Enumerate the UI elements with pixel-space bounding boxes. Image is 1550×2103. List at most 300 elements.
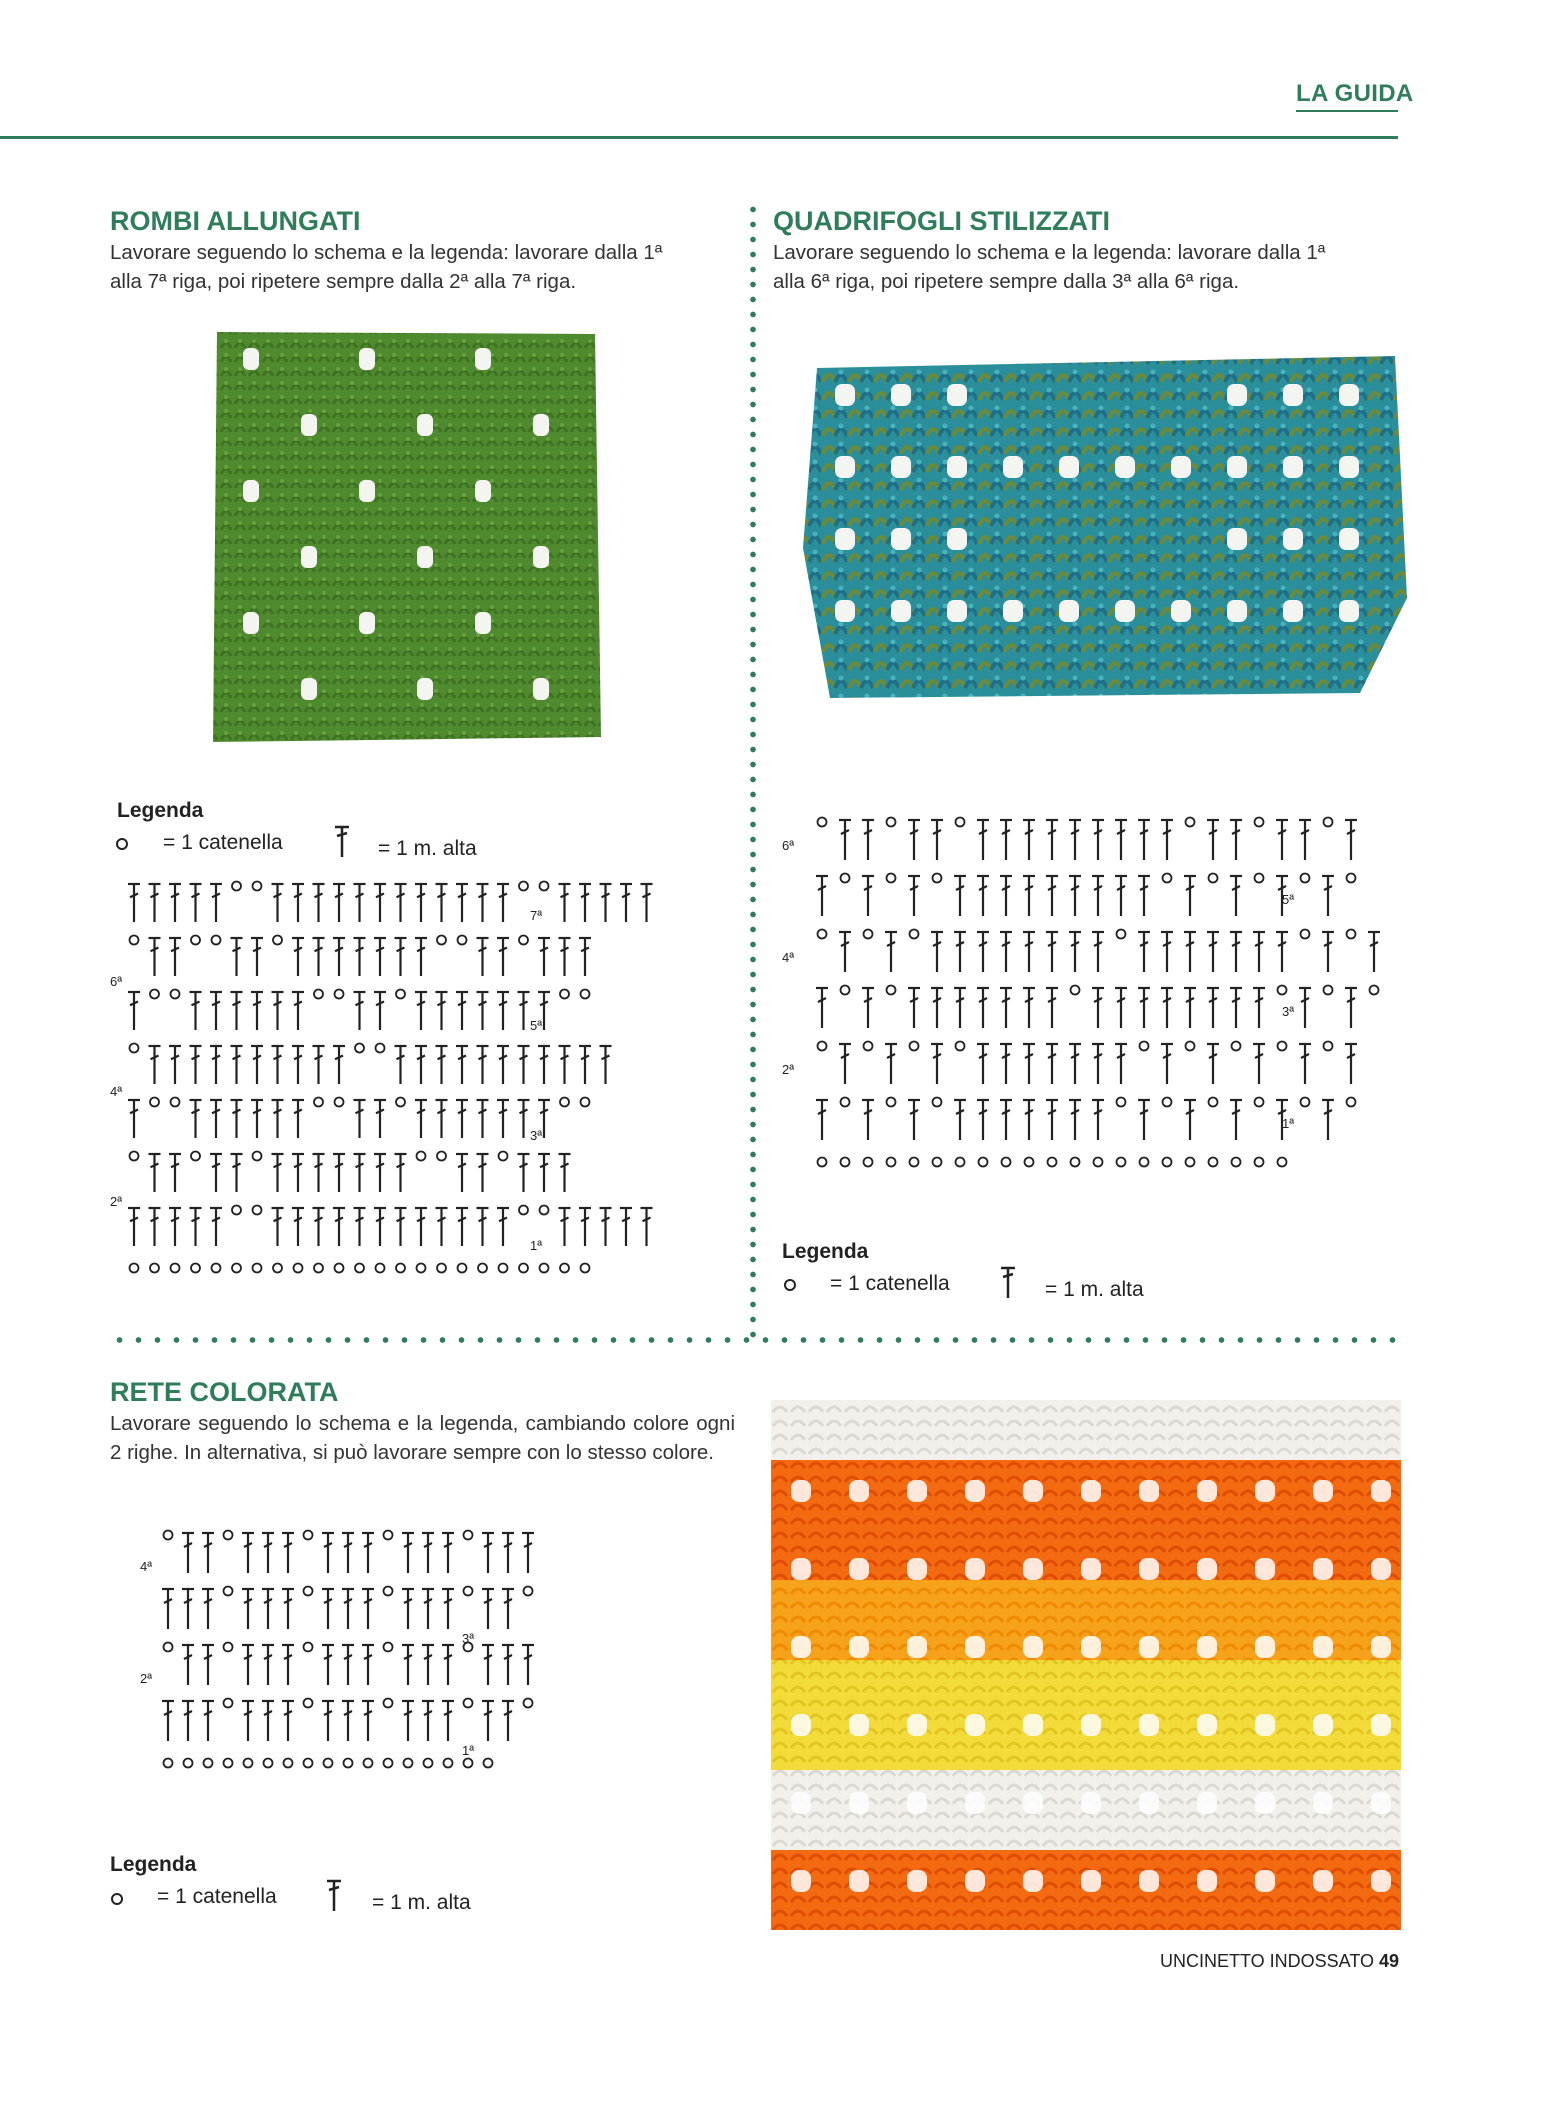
chain-symbol-icon [464, 1699, 473, 1708]
chain-symbol-icon [519, 882, 528, 891]
chain-symbol-icon [164, 1531, 173, 1540]
chain-symbol-icon [384, 1643, 393, 1652]
double-crochet-symbol-icon [1069, 1044, 1081, 1084]
chain-symbol-icon [1278, 1042, 1287, 1051]
chain-symbol-icon [224, 1699, 233, 1708]
double-crochet-symbol-icon [272, 1154, 284, 1192]
row-label: 6ª [110, 974, 123, 989]
double-crochet-symbol-icon [522, 1533, 534, 1573]
double-crochet-symbol-icon [190, 992, 202, 1030]
double-crochet-symbol-icon [522, 1645, 534, 1685]
double-crochet-symbol-icon [149, 884, 161, 922]
double-crochet-symbol-icon [538, 1046, 550, 1084]
chain-symbol-icon [458, 936, 467, 945]
double-crochet-symbol-icon [415, 884, 427, 922]
rombi-swatch-photo [205, 322, 605, 750]
quadrifogli-desc-line-1: Lavorare seguendo lo schema e la legenda: lavorare dalla 1ª [773, 241, 1326, 264]
double-crochet-symbol-icon [908, 820, 920, 860]
double-crochet-symbol-icon [149, 1208, 161, 1246]
double-crochet-symbol-icon [1092, 876, 1104, 916]
double-crochet-symbol-icon [477, 992, 489, 1030]
row-label: 2ª [140, 1671, 153, 1686]
double-crochet-symbol-icon [579, 1046, 591, 1084]
chain-symbol-icon [910, 1158, 919, 1167]
double-crochet-symbol-icon [977, 876, 989, 916]
chain-symbol-icon [384, 1759, 393, 1768]
rombi-title: ROMBI ALLUNGATI [110, 206, 361, 236]
chain-symbol-icon [1048, 1158, 1057, 1167]
chain-symbol-icon [581, 990, 590, 999]
chain-symbol-icon [212, 1264, 221, 1273]
double-crochet-symbol-icon [600, 884, 612, 922]
double-crochet-symbol-icon [262, 1533, 274, 1573]
double-crochet-symbol-icon [231, 1154, 243, 1192]
double-crochet-symbol-icon [242, 1589, 254, 1629]
double-crochet-symbol-icon [600, 1046, 612, 1084]
double-crochet-symbol-icon [374, 1208, 386, 1246]
double-crochet-symbol-icon [1138, 932, 1150, 972]
chain-symbol-icon [191, 1152, 200, 1161]
chain-symbol-icon [499, 1264, 508, 1273]
chain-symbol-icon [1278, 1158, 1287, 1167]
double-crochet-symbol-icon [456, 884, 468, 922]
quadrifogli-legend-dc-label: = 1 m. alta [1045, 1278, 1144, 1301]
chain-symbol-icon [1117, 930, 1126, 939]
chain-symbol-icon [841, 874, 850, 883]
double-crochet-symbol-icon [436, 1046, 448, 1084]
header-rule [0, 136, 1398, 139]
double-crochet-symbol-icon [977, 1100, 989, 1140]
chain-symbol-icon [1071, 1158, 1080, 1167]
double-crochet-symbol-icon [1046, 932, 1058, 972]
chain-symbol-icon [458, 1264, 467, 1273]
chain-symbol-icon [933, 874, 942, 883]
chain-symbol-icon [540, 1264, 549, 1273]
double-crochet-symbol-icon [190, 1046, 202, 1084]
double-crochet-symbol-icon [262, 1645, 274, 1685]
rete-swatch-svg [771, 1400, 1401, 1930]
double-crochet-symbol-icon [162, 1589, 174, 1629]
double-crochet-symbol-icon [1069, 820, 1081, 860]
double-crochet-symbol-icon [395, 1154, 407, 1192]
double-crochet-symbol-icon [1322, 932, 1334, 972]
double-crochet-symbol-icon [374, 1154, 386, 1192]
page-number: 49 [1379, 1951, 1400, 1971]
double-crochet-symbol-icon [1000, 988, 1012, 1028]
chain-symbol-icon [191, 936, 200, 945]
chain-symbol-icon [150, 1098, 159, 1107]
chain-symbol-icon [424, 1759, 433, 1768]
chain-symbol-icon [335, 1098, 344, 1107]
double-crochet-symbol-icon [190, 1100, 202, 1138]
double-crochet-symbol-icon [362, 1701, 374, 1741]
double-crochet-symbol-icon [538, 938, 550, 976]
double-crochet-symbol-icon [456, 1100, 468, 1138]
chain-symbol-icon [384, 1699, 393, 1708]
chain-symbol-icon [304, 1699, 313, 1708]
rete-legend-chain-icon [110, 1891, 126, 1912]
double-crochet-symbol-icon [579, 1208, 591, 1246]
double-crochet-symbol-icon [182, 1645, 194, 1685]
chain-symbol-icon [224, 1759, 233, 1768]
rombi-legend-dc-icon [332, 824, 352, 865]
double-crochet-symbol-icon [422, 1701, 434, 1741]
double-crochet-symbol-icon [251, 1100, 263, 1138]
double-crochet-symbol-icon [1161, 988, 1173, 1028]
chain-symbol-icon [1301, 930, 1310, 939]
chain-symbol-icon [540, 882, 549, 891]
double-crochet-symbol-icon [482, 1533, 494, 1573]
double-crochet-symbol-icon [908, 876, 920, 916]
chain-symbol-icon [304, 1643, 313, 1652]
rombi-swatch-svg [205, 322, 605, 750]
chain-symbol-icon [979, 1158, 988, 1167]
chain-symbol-icon [396, 1264, 405, 1273]
chain-symbol-icon [910, 930, 919, 939]
quadrifogli-legend-title: Legenda [782, 1240, 869, 1263]
chain-symbol-icon [818, 1042, 827, 1051]
double-crochet-symbol-icon [292, 992, 304, 1030]
double-crochet-symbol-icon [292, 938, 304, 976]
chain-symbol-icon [524, 1699, 533, 1708]
chain-symbol-icon [171, 1098, 180, 1107]
double-crochet-symbol-icon [502, 1589, 514, 1629]
rombi-desc-line-1: Lavorare seguendo lo schema e la legenda: lavorare dalla 1ª [110, 241, 663, 264]
double-crochet-symbol-icon [374, 938, 386, 976]
row-label: 1ª [530, 1238, 543, 1253]
double-crochet-symbol-icon [559, 938, 571, 976]
chain-symbol-icon [887, 818, 896, 827]
page-footer [1160, 1951, 1399, 1972]
quadrifogli-legend-chain-icon [783, 1277, 799, 1298]
chain-symbol-icon [887, 986, 896, 995]
double-crochet-symbol-icon [1138, 988, 1150, 1028]
chain-symbol-icon [841, 1098, 850, 1107]
double-crochet-symbol-icon [231, 1100, 243, 1138]
double-crochet-symbol-icon [641, 884, 653, 922]
double-crochet-symbol-icon [620, 884, 632, 922]
double-crochet-symbol-icon [456, 1154, 468, 1192]
double-crochet-symbol-icon [977, 988, 989, 1028]
chain-symbol-icon [284, 1759, 293, 1768]
double-crochet-symbol-icon [518, 1100, 530, 1138]
double-crochet-symbol-icon [190, 1208, 202, 1246]
double-crochet-symbol-icon [415, 1100, 427, 1138]
double-crochet-symbol-icon [1230, 876, 1242, 916]
chain-symbol-icon [130, 1152, 139, 1161]
double-crochet-symbol-icon [862, 988, 874, 1028]
double-crochet-symbol-icon [282, 1589, 294, 1629]
double-crochet-symbol-icon [313, 1208, 325, 1246]
chain-symbol-icon [171, 1264, 180, 1273]
double-crochet-symbol-icon [1023, 876, 1035, 916]
double-crochet-symbol-icon [1184, 876, 1196, 916]
chain-symbol-icon [304, 1587, 313, 1596]
double-crochet-symbol-icon [1138, 876, 1150, 916]
double-crochet-symbol-icon [272, 992, 284, 1030]
double-crochet-symbol-icon [272, 1100, 284, 1138]
chain-symbol-icon [191, 1264, 200, 1273]
double-crochet-symbol-icon [1046, 988, 1058, 1028]
chain-symbol-icon [560, 1264, 569, 1273]
double-crochet-symbol-icon [1230, 988, 1242, 1028]
double-crochet-symbol-icon [1322, 1100, 1334, 1140]
quadrifogli-desc-line-2: alla 6ª riga, poi ripetere sempre dalla 3ª alla 6ª riga. [773, 270, 1240, 293]
chain-symbol-icon [581, 1264, 590, 1273]
double-crochet-symbol-icon [1046, 876, 1058, 916]
double-crochet-symbol-icon [862, 820, 874, 860]
chain-symbol-icon [1301, 874, 1310, 883]
double-crochet-symbol-icon [436, 992, 448, 1030]
double-crochet-symbol-icon [402, 1645, 414, 1685]
double-crochet-symbol-icon [272, 1208, 284, 1246]
chain-symbol-icon [484, 1759, 493, 1768]
chain-symbol-icon [1324, 986, 1333, 995]
double-crochet-symbol-icon [816, 876, 828, 916]
double-crochet-symbol-icon [931, 1044, 943, 1084]
chain-symbol-icon [150, 1264, 159, 1273]
chain-symbol-icon [887, 874, 896, 883]
chain-symbol-icon [1209, 1158, 1218, 1167]
rete-description: Lavorare seguendo lo schema e la legenda, cambiando colore ogni 2 righe. In alternativa, si può lavorare sempre con lo stesso colore. [110, 1412, 735, 1464]
chain-symbol-icon [314, 1264, 323, 1273]
double-crochet-symbol-icon [816, 1100, 828, 1140]
chain-symbol-icon [956, 818, 965, 827]
horizontal-dotted-divider [110, 1336, 1400, 1344]
double-crochet-symbol-icon [1000, 1044, 1012, 1084]
chain-symbol-icon [818, 1158, 827, 1167]
double-crochet-symbol-icon [1184, 988, 1196, 1028]
chain-symbol-icon [540, 1206, 549, 1215]
double-crochet-symbol-icon [1230, 932, 1242, 972]
double-crochet-symbol-icon [1046, 1100, 1058, 1140]
double-crochet-symbol-icon [128, 884, 140, 922]
chain-symbol-icon [464, 1531, 473, 1540]
chain-symbol-icon [1255, 1158, 1264, 1167]
double-crochet-symbol-icon [374, 884, 386, 922]
double-crochet-symbol-icon [1115, 876, 1127, 916]
chain-symbol-icon [864, 1042, 873, 1051]
rombi-legend-chain-label: = 1 catenella [163, 831, 283, 854]
chain-symbol-icon [1347, 1098, 1356, 1107]
double-crochet-symbol-icon [251, 938, 263, 976]
row-label: 3ª [1282, 1004, 1295, 1019]
double-crochet-symbol-icon [1115, 820, 1127, 860]
double-crochet-symbol-icon [1115, 988, 1127, 1028]
double-crochet-symbol-icon [482, 1589, 494, 1629]
quadrifogli-swatch-photo [795, 348, 1415, 778]
rete-legend-dc-icon [324, 1878, 344, 1919]
chain-symbol-icon [314, 990, 323, 999]
double-crochet-symbol-icon [559, 1208, 571, 1246]
double-crochet-symbol-icon [1092, 820, 1104, 860]
double-crochet-symbol-icon [1092, 932, 1104, 972]
chain-symbol-icon [524, 1587, 533, 1596]
double-crochet-symbol-icon [839, 932, 851, 972]
chain-symbol-icon [581, 1098, 590, 1107]
chain-symbol-icon [1071, 986, 1080, 995]
chain-symbol-icon [1255, 818, 1264, 827]
vertical-dotted-divider [750, 202, 756, 1342]
double-crochet-symbol-icon [1023, 1100, 1035, 1140]
double-crochet-symbol-icon [242, 1645, 254, 1685]
double-crochet-symbol-icon [128, 1100, 140, 1138]
double-crochet-symbol-icon [1207, 1044, 1219, 1084]
double-crochet-symbol-icon [149, 938, 161, 976]
double-crochet-symbol-icon [518, 992, 530, 1030]
chain-symbol-icon [933, 1158, 942, 1167]
double-crochet-symbol-icon [202, 1533, 214, 1573]
double-crochet-symbol-icon [931, 820, 943, 860]
rombi-legend-title: Legenda [117, 799, 204, 822]
double-crochet-symbol-icon [395, 884, 407, 922]
double-crochet-symbol-icon [1023, 988, 1035, 1028]
section-tag: LA GUIDA [1296, 80, 1414, 107]
double-crochet-symbol-icon [282, 1701, 294, 1741]
double-crochet-symbol-icon [1138, 1100, 1150, 1140]
chain-symbol-icon [1209, 1098, 1218, 1107]
double-crochet-symbol-icon [1161, 820, 1173, 860]
double-crochet-symbol-icon [931, 988, 943, 1028]
double-crochet-symbol-icon [482, 1701, 494, 1741]
chain-symbol-icon [1324, 1042, 1333, 1051]
double-crochet-symbol-icon [502, 1533, 514, 1573]
row-label: 2ª [110, 1194, 123, 1209]
double-crochet-symbol-icon [1115, 1044, 1127, 1084]
chain-symbol-icon [355, 1264, 364, 1273]
double-crochet-symbol-icon [182, 1701, 194, 1741]
chain-symbol-icon [464, 1587, 473, 1596]
double-crochet-symbol-icon [202, 1645, 214, 1685]
rete-title: RETE COLORATA [110, 1377, 339, 1407]
double-crochet-symbol-icon [502, 1701, 514, 1741]
double-crochet-symbol-icon [862, 1100, 874, 1140]
double-crochet-symbol-icon [231, 992, 243, 1030]
double-crochet-symbol-icon [1069, 876, 1081, 916]
double-crochet-symbol-icon [977, 1044, 989, 1084]
row-label: 6ª [782, 838, 795, 853]
rete-chart [110, 1525, 650, 1800]
double-crochet-symbol-icon [477, 1100, 489, 1138]
chain-symbol-icon [910, 1042, 919, 1051]
double-crochet-symbol-icon [210, 1046, 222, 1084]
chain-symbol-icon [519, 1264, 528, 1273]
double-crochet-symbol-icon [477, 938, 489, 976]
double-crochet-symbol-icon [477, 1208, 489, 1246]
double-crochet-symbol-icon [354, 1154, 366, 1192]
double-crochet-symbol-icon [322, 1589, 334, 1629]
chain-symbol-icon [1209, 874, 1218, 883]
double-crochet-symbol-icon [559, 1154, 571, 1192]
double-crochet-symbol-icon [182, 1533, 194, 1573]
double-crochet-symbol-icon [1023, 820, 1035, 860]
chain-symbol-icon [437, 1152, 446, 1161]
chain-symbol-icon [244, 1759, 253, 1768]
double-crochet-symbol-icon [354, 884, 366, 922]
chain-symbol-icon [384, 1531, 393, 1540]
double-crochet-symbol-icon [374, 1100, 386, 1138]
double-crochet-symbol-icon [502, 1645, 514, 1685]
chain-symbol-icon [1025, 1158, 1034, 1167]
double-crochet-symbol-icon [1276, 932, 1288, 972]
chain-symbol-icon [224, 1587, 233, 1596]
row-label: 3ª [530, 1128, 543, 1143]
chain-symbol-icon [560, 1098, 569, 1107]
double-crochet-symbol-icon [1184, 1100, 1196, 1140]
rete-legend-chain-label: = 1 catenella [157, 1885, 277, 1908]
double-crochet-symbol-icon [579, 938, 591, 976]
double-crochet-symbol-icon [149, 1154, 161, 1192]
double-crochet-symbol-icon [862, 876, 874, 916]
double-crochet-symbol-icon [497, 992, 509, 1030]
double-crochet-symbol-icon [362, 1645, 374, 1685]
double-crochet-symbol-icon [954, 932, 966, 972]
chain-symbol-icon [933, 1098, 942, 1107]
double-crochet-symbol-icon [210, 1100, 222, 1138]
chain-symbol-icon [519, 1206, 528, 1215]
chain-symbol-icon [232, 1264, 241, 1273]
double-crochet-symbol-icon [839, 1044, 851, 1084]
chain-symbol-icon [164, 1759, 173, 1768]
double-crochet-symbol-icon [456, 1208, 468, 1246]
double-crochet-symbol-icon [482, 1645, 494, 1685]
chain-symbol-icon [364, 1759, 373, 1768]
double-crochet-symbol-icon [1184, 932, 1196, 972]
chain-symbol-icon [232, 882, 241, 891]
chain-symbol-icon [253, 882, 262, 891]
row-label: 1ª [462, 1743, 475, 1758]
chain-symbol-icon [1278, 986, 1287, 995]
chain-symbol-icon [1163, 1098, 1172, 1107]
double-crochet-symbol-icon [292, 1154, 304, 1192]
row-label: 4ª [782, 950, 795, 965]
section-tag-underline [1296, 110, 1398, 112]
double-crochet-symbol-icon [559, 884, 571, 922]
quadrifogli-swatch-svg [795, 348, 1415, 778]
double-crochet-symbol-icon [885, 1044, 897, 1084]
double-crochet-symbol-icon [620, 1208, 632, 1246]
double-crochet-symbol-icon [885, 932, 897, 972]
row-label: 5ª [1282, 892, 1295, 907]
double-crochet-symbol-icon [415, 1208, 427, 1246]
double-crochet-symbol-icon [579, 884, 591, 922]
double-crochet-symbol-icon [169, 938, 181, 976]
chain-symbol-icon [1324, 818, 1333, 827]
double-crochet-symbol-icon [954, 876, 966, 916]
chain-symbol-icon [344, 1759, 353, 1768]
double-crochet-symbol-icon [395, 1046, 407, 1084]
double-crochet-symbol-icon [497, 1208, 509, 1246]
double-crochet-symbol-icon [354, 1100, 366, 1138]
double-crochet-symbol-icon [292, 1208, 304, 1246]
double-crochet-symbol-icon [436, 1208, 448, 1246]
double-crochet-symbol-icon [1000, 1100, 1012, 1140]
double-crochet-symbol-icon [1253, 988, 1265, 1028]
double-crochet-symbol-icon [313, 884, 325, 922]
double-crochet-symbol-icon [1092, 1044, 1104, 1084]
chain-symbol-icon [1002, 1158, 1011, 1167]
chain-symbol-icon [499, 1152, 508, 1161]
double-crochet-symbol-icon [816, 988, 828, 1028]
chain-symbol-icon [396, 990, 405, 999]
double-crochet-symbol-icon [977, 932, 989, 972]
double-crochet-symbol-icon [292, 884, 304, 922]
double-crochet-symbol-icon [210, 884, 222, 922]
chain-symbol-icon [130, 1264, 139, 1273]
double-crochet-symbol-icon [333, 938, 345, 976]
double-crochet-symbol-icon [1345, 820, 1357, 860]
row-label: 4ª [110, 1084, 123, 1099]
